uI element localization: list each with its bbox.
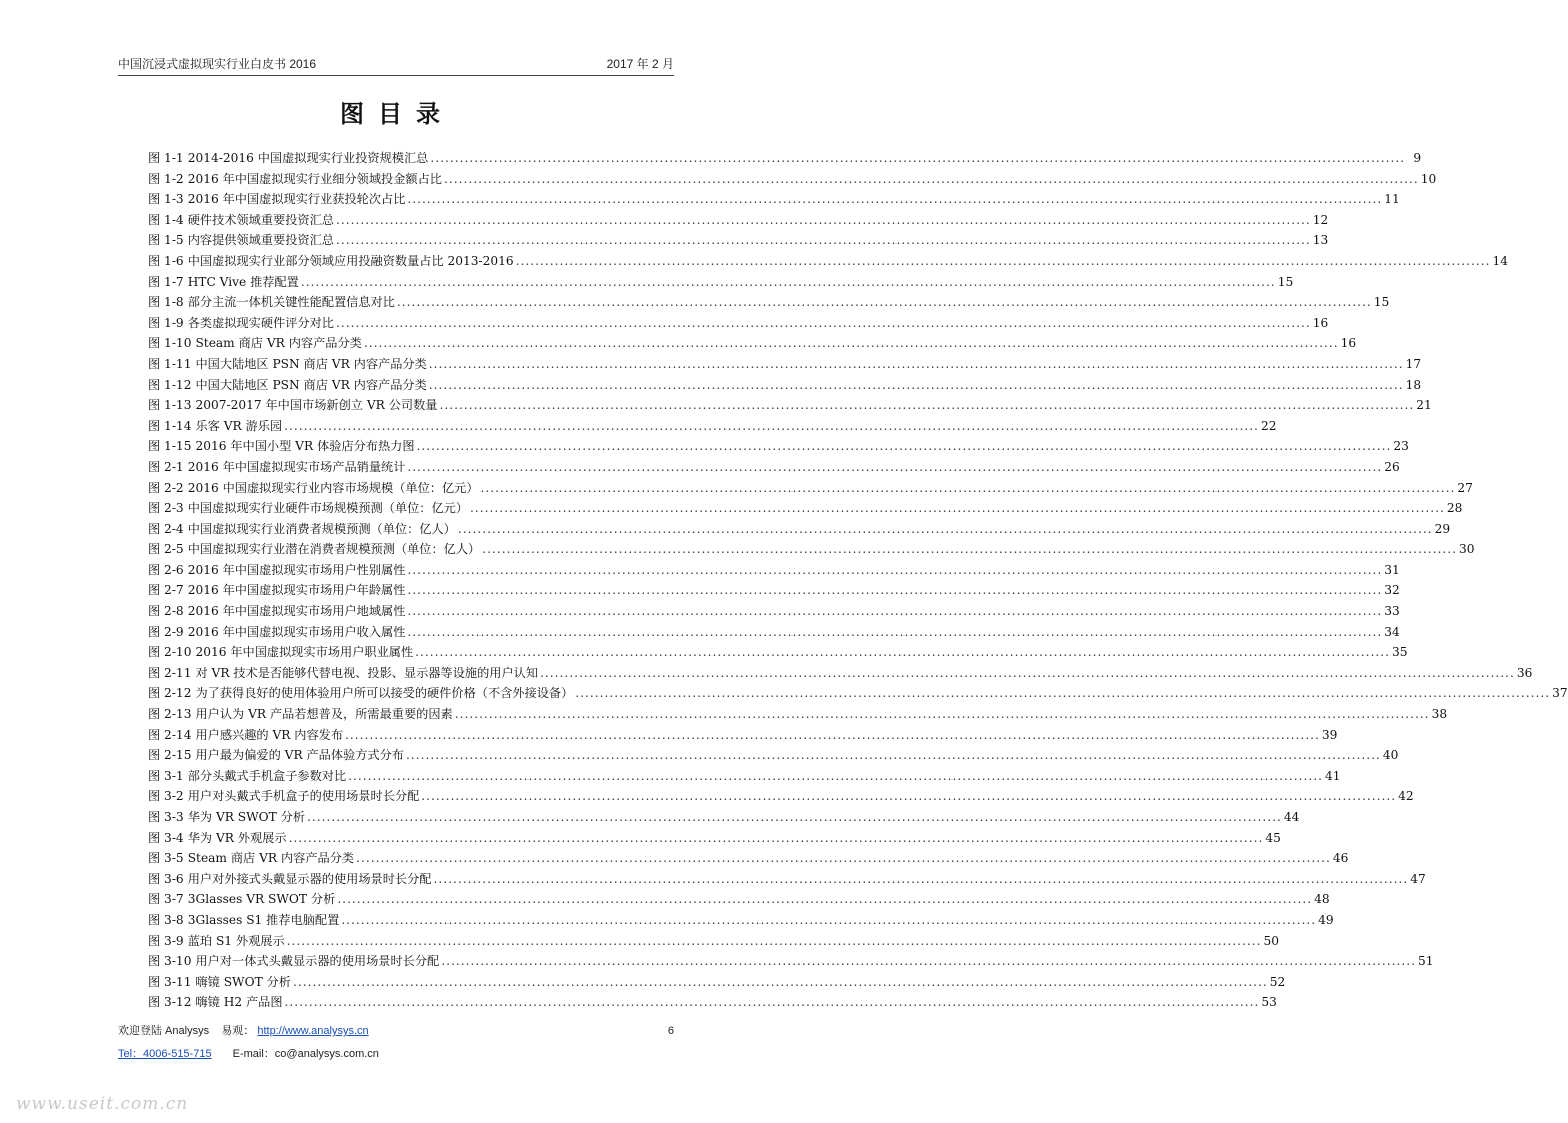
toc-entry-page: 37 (1552, 686, 1568, 701)
toc-entry[interactable] (148, 230, 1329, 251)
toc-entry-title: 华为 VR SWOT 分析 (187, 810, 306, 824)
toc-entry-label: 图 2-7 (148, 583, 184, 598)
footer-welcome: 欢迎登陆 Analysys (118, 1025, 210, 1037)
toc-leader-dots: ........................................................................................................................................................................................................ (363, 336, 1339, 351)
toc-entry-label: 图 1-13 (148, 398, 192, 413)
toc-entry-title: 2007-2017 年中国市场新创立 VR 公司数量 (195, 398, 438, 413)
toc-entry-label: 图 3-4 (148, 830, 184, 845)
toc-entry-label: 图 3-2 (148, 789, 184, 804)
toc-entry-label: 图 2-13 (148, 707, 192, 722)
toc-entry-label: 图 1-10 (148, 336, 192, 351)
toc-entry-page: 21 (1416, 398, 1432, 413)
page-number: 6 (667, 1025, 674, 1037)
toc-entry-page: 39 (1321, 727, 1338, 742)
toc-entry-title: 中国大陆地区 PSN 商店 VR 内容产品分类 (195, 377, 427, 392)
toc-entry[interactable] (148, 313, 1329, 334)
toc-leader-dots: ........................................................................................................................................................................................................ (292, 974, 1268, 989)
toc-entry-title: 2016 年中国虚拟现实市场用户地域属性 (187, 604, 406, 619)
toc-entry[interactable] (148, 395, 1432, 416)
toc-entry-label: 图 2-10 (148, 645, 192, 660)
toc-entry-page: 46 (1332, 851, 1349, 866)
toc-entry[interactable] (148, 642, 1408, 663)
toc-leader-dots: ........................................................................................................................................................................................................ (454, 707, 1430, 722)
toc-entry[interactable] (148, 807, 1300, 828)
toc-entry-page: 9 (1413, 151, 1422, 165)
toc-entry-title: 2016 年中国虚拟现实市场用户年龄属性 (187, 583, 406, 598)
toc-leader-dots: ........................................................................................................................................................................................................ (407, 459, 1383, 474)
toc-entry-page: 12 (1312, 212, 1329, 227)
toc-entry-title: 2016 年中国虚拟现实市场用户职业属性 (195, 645, 414, 660)
toc-entry[interactable] (148, 951, 1434, 972)
toc-entry[interactable] (148, 375, 1422, 396)
toc-entry-page: 41 (1324, 768, 1341, 783)
toc-entry-label: 图 2-1 (148, 459, 184, 474)
toc-entry-page: 45 (1265, 830, 1281, 845)
toc-leader-dots: ........................................................................................................................................................................................................ (457, 521, 1433, 536)
toc-entry[interactable] (148, 292, 1390, 313)
toc-entry[interactable] (148, 436, 1409, 457)
toc-entry[interactable] (148, 498, 1463, 519)
toc-entry[interactable] (148, 889, 1330, 910)
toc-entry[interactable] (148, 601, 1400, 622)
toc-entry-page: 36 (1516, 665, 1533, 680)
toc-entry-page: 18 (1405, 377, 1422, 392)
toc-entry-label: 图 1-3 (148, 192, 184, 207)
toc-entry-label: 图 1-11 (148, 356, 192, 371)
toc-leader-dots: ........................................................................................................................................................................................................ (575, 686, 1551, 701)
toc-entry-label: 图 2-14 (148, 727, 192, 742)
watermark: www.useit.com.cn (16, 1094, 189, 1114)
toc-entry-page: 38 (1431, 707, 1448, 722)
toc-entry-title: 部分头戴式手机盒子参数对比 (187, 768, 347, 783)
toc-leader-dots: ........................................................................................................................................................................................................ (540, 665, 1515, 680)
toc-entry-label: 图 2-15 (148, 748, 192, 763)
toc-entry-label: 图 2-3 (148, 501, 184, 516)
toc-entry-title: 2016 年中国虚拟现实行业细分领域投金额占比 (187, 171, 442, 186)
toc-leader-dots: ........................................................................................................................................................................................................ (407, 604, 1383, 619)
toc-entry[interactable] (148, 828, 1281, 849)
toc-entry[interactable] (148, 704, 1448, 725)
toc-entry-label: 图 3-10 (148, 954, 192, 969)
toc-leader-dots: ........................................................................................................................................................................................................ (407, 192, 1383, 207)
toc-leader-dots: ........................................................................................................................................................................................................ (284, 995, 1260, 1010)
toc-entry-label: 图 3-3 (148, 810, 184, 824)
toc-entry-label: 图 1-15 (148, 439, 192, 454)
toc-entry[interactable] (148, 457, 1400, 478)
toc-entry-page: 14 (1492, 253, 1508, 268)
toc-entry[interactable] (148, 931, 1280, 952)
toc-entry-label: 图 1-5 (148, 233, 184, 248)
toc-entry[interactable] (148, 766, 1341, 787)
toc-entry-title: 乐客 VR 游乐园 (195, 418, 283, 433)
toc-entry-title: 内容提供领域重要投资汇总 (187, 233, 334, 248)
toc-entry-title: 用户认为 VR 产品若想普及，所需最重要的因素 (195, 707, 453, 722)
toc-entry-label: 图 1-1 (148, 151, 184, 165)
toc-entry-label: 图 3-1 (148, 768, 184, 783)
toc-entry-title: 2014-2016 中国虚拟现实行业投资规模汇总 (187, 151, 429, 165)
toc-entry[interactable] (148, 333, 1357, 354)
toc-entry-label: 图 1-7 (148, 274, 184, 289)
toc-entry-title: Steam 商店 VR 内容产品分类 (187, 851, 355, 866)
toc-entry-title: 2016 年中国虚拟现实市场用户性别属性 (187, 562, 406, 577)
toc-leader-dots: ........................................................................................................................................................................................................ (341, 912, 1317, 927)
toc-leader-dots: ........................................................................................................................................................................................................ (470, 501, 1445, 516)
toc-entry-page: 16 (1340, 336, 1357, 351)
toc-leader-dots: ........................................................................................................................................................................................................ (335, 212, 1311, 227)
page-header (118, 55, 674, 76)
toc-entry[interactable] (148, 972, 1286, 993)
toc-entry-label: 图 1-8 (148, 295, 184, 310)
toc-entry-page: 31 (1384, 562, 1400, 577)
toc-leader-dots: ........................................................................................................................................................................................................ (286, 933, 1262, 948)
toc-entry-label: 图 1-12 (148, 377, 192, 392)
toc-entry[interactable] (148, 725, 1338, 746)
toc-entry-page: 28 (1446, 501, 1463, 516)
toc-entry[interactable] (148, 210, 1329, 231)
toc-entry-page: 15 (1277, 274, 1294, 289)
toc-entry[interactable] (148, 169, 1437, 190)
toc-entry-label: 图 1-6 (148, 253, 184, 268)
toc-entry[interactable] (148, 848, 1349, 869)
toc-leader-dots: ........................................................................................................................................................................................................ (396, 295, 1372, 310)
toc-entry-title: 各类虚拟现实硬件评分对比 (187, 315, 334, 330)
toc-entry-title: 用户最为偏爱的 VR 产品体验方式分布 (195, 748, 404, 763)
header-doc-title: 中国沉浸式虚拟现实行业白皮书 2016 (118, 57, 317, 71)
toc-entry[interactable] (148, 478, 1473, 499)
toc-entry-title: 2016 中国虚拟现实行业内容市场规模（单位：亿元） (187, 480, 479, 495)
toc-entry-title: 2016 年中国虚拟现实市场产品销量统计 (187, 459, 406, 474)
toc-entry-label: 图 3-12 (148, 995, 192, 1010)
toc-entry-label: 图 2-5 (148, 542, 184, 557)
toc-entry-label: 图 2-6 (148, 562, 184, 577)
toc-entry[interactable] (148, 745, 1399, 766)
toc-leader-dots: ........................................................................................................................................................................................................ (284, 418, 1259, 433)
toc-entry-page: 48 (1314, 892, 1330, 907)
toc-entry-page: 11 (1384, 192, 1400, 207)
toc-entry-page: 32 (1384, 583, 1400, 598)
toc-entry-page: 35 (1391, 645, 1408, 660)
toc-leader-dots: ........................................................................................................................................................................................................ (416, 439, 1392, 454)
toc-leader-dots: ........................................................................................................................................................................................................ (428, 377, 1404, 392)
toc-entry-label: 图 3-9 (148, 933, 184, 948)
toc-entry-page: 23 (1393, 439, 1409, 454)
toc-entry[interactable] (148, 786, 1414, 807)
footer-site-label: 易观： (221, 1025, 255, 1037)
toc-entry[interactable] (148, 869, 1426, 890)
toc-entry[interactable] (148, 519, 1451, 540)
toc-entry-page: 34 (1384, 624, 1400, 639)
toc-leader-dots: ........................................................................................................................................................................................................ (482, 542, 1458, 557)
toc-entry[interactable] (148, 416, 1277, 437)
toc-entry[interactable] (148, 148, 1422, 169)
toc-entry-page: 49 (1318, 912, 1334, 927)
toc-entry-title: 中国虚拟现实行业潜在消费者规模预测（单位：亿人） (187, 542, 481, 557)
toc-entry-title: 嗨镜 SWOT 分析 (195, 974, 291, 989)
toc-entry-page: 52 (1269, 974, 1286, 989)
toc-entry-label: 图 3-6 (148, 871, 184, 886)
toc-entry-label: 图 2-2 (148, 480, 184, 495)
toc-entry-title: Steam 商店 VR 内容产品分类 (195, 336, 362, 351)
toc-leader-dots: ........................................................................................................................................................................................................ (307, 810, 1282, 824)
toc-entry-page: 51 (1418, 954, 1434, 969)
toc-entry-title: 中国虚拟现实行业硬件市场规模预测（单位：亿元） (187, 501, 469, 516)
toc-entry[interactable] (148, 539, 1475, 560)
toc-entry-label: 图 2-11 (148, 665, 192, 680)
toc-entry-page: 47 (1410, 871, 1426, 886)
toc-entry-page: 10 (1420, 171, 1437, 186)
toc-entry-title: 为了获得良好的使用体验用户所可以接受的硬件价格（不含外接设备） (195, 686, 574, 701)
toc-leader-dots: ........................................................................................................................................................................................................ (335, 315, 1311, 330)
toc-entry[interactable] (148, 683, 1568, 704)
toc-entry-page: 33 (1384, 604, 1400, 619)
toc-entry-label: 图 3-8 (148, 912, 184, 927)
toc-entry-title: 用户对一体式头戴显示器的使用场景时长分配 (195, 954, 440, 969)
footer-tel: Tel：4006-515-715 (118, 1048, 212, 1060)
toc-entry[interactable] (148, 354, 1422, 375)
toc-leader-dots: ........................................................................................................................................................................................................ (433, 871, 1409, 886)
toc-entry-title: 3Glasses VR SWOT 分析 (187, 892, 336, 907)
toc-entry-label: 图 2-8 (148, 604, 184, 619)
toc-entry-title: 对 VR 技术是否能够代替电视、投影、显示器等设施的用户认知 (195, 665, 539, 680)
toc-entry-page: 27 (1457, 480, 1473, 495)
toc-leader-dots: ........................................................................................................................................................................................................ (415, 645, 1390, 660)
toc-entry-title: 嗨镜 H2 产品图 (195, 995, 283, 1010)
toc-entry-page: 13 (1312, 233, 1329, 248)
toc-entry-title: 硬件技术领域重要投资汇总 (187, 212, 334, 227)
toc-entry-page: 42 (1398, 789, 1414, 804)
toc-leader-dots: ........................................................................................................................................................................................................ (406, 748, 1381, 763)
toc-entry-title: HTC Vive 推荐配置 (187, 274, 299, 289)
toc-entry-label: 图 1-9 (148, 315, 184, 330)
toc-entry[interactable] (148, 622, 1400, 643)
toc-entry[interactable] (148, 272, 1294, 293)
toc-leader-dots: ........................................................................................................................................................................................................ (407, 562, 1383, 577)
toc-entry-label: 图 3-11 (148, 974, 192, 989)
toc-leader-dots: ........................................................................................................................................................................................................ (300, 274, 1276, 289)
toc-leader-dots: ........................................................................................................................................................................................................ (428, 356, 1404, 371)
toc-leader-dots: ........................................................................................................................................................................................................ (439, 398, 1415, 413)
footer-site-link[interactable]: http://www.analysys.cn (257, 1025, 369, 1037)
toc-entry-page: 53 (1261, 995, 1277, 1010)
toc-leader-dots: ........................................................................................................................................................................................................ (337, 892, 1313, 907)
figure-list (148, 148, 1568, 1013)
toc-entry[interactable] (148, 992, 1277, 1013)
toc-entry-label: 图 1-4 (148, 212, 184, 227)
toc-entry-title: 用户感兴趣的 VR 内容发布 (195, 727, 344, 742)
toc-entry-page: 40 (1382, 748, 1399, 763)
toc-entry-page: 16 (1312, 315, 1329, 330)
page-footer (118, 1022, 674, 1061)
toc-leader-dots: ........................................................................................................................................................................................................ (407, 624, 1383, 639)
toc-entry-title: 部分主流一体机关键性能配置信息对比 (187, 295, 395, 310)
footer-email: E-mail：co@analysys.com.cn (232, 1048, 379, 1060)
toc-entry-label: 图 1-14 (148, 418, 192, 433)
toc-leader-dots: ........................................................................................................................................................................................................ (441, 954, 1417, 969)
toc-entry-title: 3Glasses S1 推荐电脑配置 (187, 912, 340, 927)
toc-leader-dots: ........................................................................................................................................................................................................ (356, 851, 1331, 866)
toc-leader-dots: ........................................................................................................................................................................................................ (407, 583, 1383, 598)
toc-entry-page: 22 (1260, 418, 1277, 433)
toc-leader-dots: ........................................................................................................................................................................................................ (421, 789, 1397, 804)
toc-entry-page: 50 (1263, 933, 1280, 948)
toc-entry-page: 15 (1373, 295, 1390, 310)
toc-leader-dots: ........................................................................................................................................................................................................ (335, 233, 1311, 248)
toc-leader-dots: ........................................................................................................................................................................................................ (288, 830, 1264, 845)
toc-entry[interactable] (148, 580, 1400, 601)
header-date: 2017 年 2 月 (606, 57, 674, 71)
toc-entry-label: 图 1-2 (148, 171, 184, 186)
toc-entry-label: 图 2-4 (148, 521, 184, 536)
toc-leader-dots: ........................................................................................................................................................................................................ (515, 253, 1491, 268)
toc-entry-title: 蓝珀 S1 外观展示 (187, 933, 285, 948)
page-title: 图目录 (340, 100, 454, 128)
toc-entry-label: 图 3-7 (148, 892, 184, 907)
toc-leader-dots: ........................................................................................................................................................................................................ (345, 727, 1320, 742)
toc-entry-title: 中国大陆地区 PSN 商店 VR 内容产品分类 (195, 356, 427, 371)
toc-entry-page: 17 (1405, 356, 1422, 371)
toc-entry-page: 26 (1384, 459, 1400, 474)
toc-entry-label: 图 3-5 (148, 851, 184, 866)
toc-entry-title: 2016 年中国虚拟现实市场用户收入属性 (187, 624, 406, 639)
toc-entry-page: 30 (1459, 542, 1475, 557)
toc-leader-dots: ........................................................................................................................................................................................................ (443, 171, 1419, 186)
toc-entry[interactable] (148, 189, 1400, 210)
toc-leader-dots: ........................................................................................................................................................................................................ (430, 151, 1406, 165)
toc-entry-title: 用户对头戴式手机盒子的使用场景时长分配 (187, 789, 420, 804)
toc-entry-title: 中国虚拟现实行业消费者规模预测（单位：亿人） (187, 521, 456, 536)
toc-entry-label: 图 2-12 (148, 686, 192, 701)
toc-entry[interactable] (148, 251, 1508, 272)
toc-entry-title: 2016 年中国虚拟现实行业获投轮次占比 (187, 192, 406, 207)
toc-entry-title: 2016 年中国小型 VR 体验店分布热力图 (195, 439, 415, 454)
toc-entry-title: 用户对外接式头戴显示器的使用场景时长分配 (187, 871, 432, 886)
toc-entry-title: 中国虚拟现实行业部分领域应用投融资数量占比 2013-2016 (187, 253, 514, 268)
toc-leader-dots: ........................................................................................................................................................................................................ (348, 768, 1323, 783)
toc-leader-dots: ........................................................................................................................................................................................................ (480, 480, 1456, 495)
toc-entry-page: 44 (1283, 810, 1300, 824)
toc-entry-label: 图 2-9 (148, 624, 184, 639)
toc-entry[interactable] (148, 910, 1334, 931)
toc-entry[interactable] (148, 560, 1400, 581)
toc-entry[interactable] (148, 663, 1533, 684)
toc-entry-page: 29 (1434, 521, 1451, 536)
toc-entry-title: 华为 VR 外观展示 (187, 830, 287, 845)
